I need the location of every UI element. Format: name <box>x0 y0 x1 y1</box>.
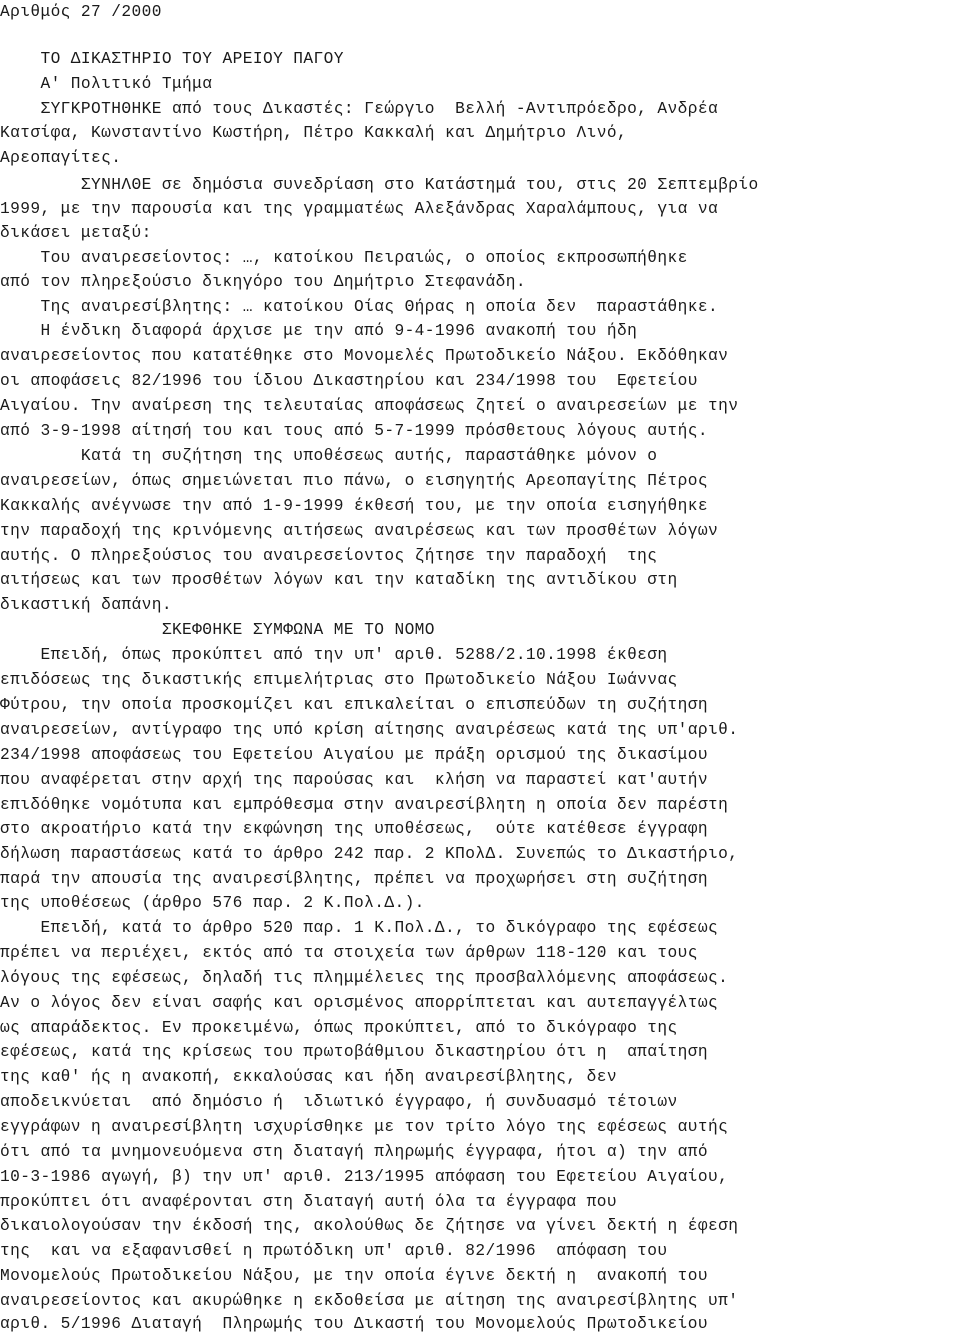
document-line: επιδόθηκε νομότυπα και εμπρόθεσμα στην αναιρεσίβλητη η οποία δεν παρέστη <box>0 796 729 814</box>
document-line: της υποθέσεως (άρθρο 576 παρ. 2 Κ.Πολ.Δ.). <box>0 894 425 912</box>
document-line: εγγράφων η αναιρεσίβλητη ισχυρίσθηκε με τον τρίτο λόγο της εφέσεως αυτής <box>0 1118 729 1136</box>
document-line: παρά την απουσία της αναιρεσίβλητης, πρέπει να προχωρήσει στη συζήτηση <box>0 870 708 888</box>
document-line: Κακκαλής ανέγνωσε την από 1-9-1999 έκθεσή του, με την οποία εισηγήθηκε <box>0 497 708 515</box>
document-line: Η ένδικη διαφορά άρχισε με την από 9-4-1996 ανακοπή του ήδη <box>0 322 638 340</box>
document-line: δήλωση παραστάσεως κατά το άρθρο 242 παρ. 2 ΚΠολΔ. Συνεπώς το Δικαστήριο, <box>0 845 739 863</box>
document-line: Αιγαίου. Την αναίρεση της τελευταίας αποφάσεως ζητεί ο αναιρεσείων με την <box>0 397 739 415</box>
document-line: Κατά τη συζήτηση της υποθέσεως αυτής, παραστάθηκε μόνον ο <box>0 447 658 465</box>
document-line: 10-3-1986 αγωγή, β) την υπ' αριθ. 213/1995 απόφαση του Εφετείου Αιγαίου, <box>0 1168 729 1186</box>
document-line: αναιρεσείοντος που κατατέθηκε στο Μονομελές Πρωτοδικείο Νάξου. Εκδόθηκαν <box>0 347 729 365</box>
document-line: δικάσει μεταξύ: <box>0 224 152 242</box>
document-line: δικαιολογούσαν την έκδοσή της, ακολούθως δε ζήτησε να γίνει δεκτή η έφεση <box>0 1217 739 1235</box>
document-line: ως απαράδεκτος. Εν προκειμένω, όπως προκύπτει, από το δικόγραφο της <box>0 1019 678 1037</box>
document-line: που αναφέρεται στην αρχή της παρούσας και κλήση να παραστεί κατ'αυτήν <box>0 771 708 789</box>
document-line: επιδόσεως της δικαστικής επιμελήτριας στο Πρωτοδικείο Νάξου Ιωάννας <box>0 671 678 689</box>
section-heading: ΣΚΕΦΘΗΚΕ ΣΥΜΦΩΝΑ ΜΕ ΤΟ ΝΟΜΟ <box>0 621 435 639</box>
document-line: Κατσίφα, Κωνσταντίνο Κωστήρη, Πέτρο Κακκαλή και Δημήτριο Λινό, <box>0 124 628 142</box>
document-line: Επειδή, όπως προκύπτει από την υπ' αριθ. 5288/2.10.1998 έκθεση <box>0 646 668 664</box>
document-line: αιτήσεως και των προσθέτων λόγων και την καταδίκη της αντιδίκου στη <box>0 571 678 589</box>
document-line: ΤΟ ΔΙΚΑΣΤΗΡΙΟ ΤΟΥ ΑΡΕΙΟΥ ΠΑΓΟΥ <box>0 50 344 68</box>
document-line: Α' Πολιτικό Τμήμα <box>0 75 213 93</box>
document-line: αναιρεσείων, όπως σημειώνεται πιο πάνω, ο εισηγητής Αρεοπαγίτης Πέτρος <box>0 472 708 490</box>
document-line: αναιρεσείων, αντίγραφο της υπό κρίση αίτησης αναιρέσεως κατά της υπ'αριθ. <box>0 721 739 739</box>
document-line: ΣΥΝΗΛΘΕ σε δημόσια συνεδρίαση στο Κατάστημά του, στις 20 Σεπτεμβρίο <box>0 176 759 194</box>
document-line: αριθ. 5/1996 Διαταγή Πληρωμής του Δικαστή του Μονομελούς Πρωτοδικείου <box>0 1315 708 1333</box>
document-line: Μονομελούς Πρωτοδικείου Νάξου, με την οποία έγινε δεκτή η ανακοπή του <box>0 1267 708 1285</box>
document-line: Αριθμός 27 /2000 <box>0 3 162 21</box>
document-line: 234/1998 αποφάσεως του Εφετείου Αιγαίου με πράξη ορισμού της δικασίμου <box>0 746 708 764</box>
document-line: αυτής. Ο πληρεξούσιος του αναιρεσείοντος ζήτησε την παραδοχή της <box>0 547 658 565</box>
document-line: οι αποφάσεις 82/1996 του ίδιου Δικαστηρίου και 234/1998 του Εφετείου <box>0 372 698 390</box>
document-line: Φύτρου, την οποία προσκομίζει και επικαλείται ο επισπεύδων τη συζήτηση <box>0 696 708 714</box>
document-line: Της αναιρεσίβλητης: … κατοίκου Οίας Θήρας η οποία δεν παραστάθηκε. <box>0 298 719 316</box>
document-line: της και να εξαφανισθεί η πρωτόδικη υπ' αριθ. 82/1996 απόφαση του <box>0 1242 668 1260</box>
document-line: 1999, με την παρουσία και της γραμματέως Αλεξάνδρας Χαραλάμπους, για να <box>0 200 719 218</box>
document-line: λόγους της εφέσεως, δηλαδή τις πλημμέλειες της προσβαλλόμενης αποφάσεως. <box>0 969 729 987</box>
document-line: από τον πληρεξούσιο δικηγόρο του Δημήτριο Στεφανάδη. <box>0 273 526 291</box>
document-line: δικαστική δαπάνη. <box>0 596 172 614</box>
document-line: Επειδή, κατά το άρθρο 520 παρ. 1 Κ.Πολ.Δ., το δικόγραφο της εφέσεως <box>0 919 719 937</box>
document-line: την παραδοχή της κρινόμενης αιτήσεως αναιρέσεως και των προσθέτων λόγων <box>0 522 719 540</box>
document-line: αναιρεσείοντος και ακυρώθηκε η εκδοθείσα με αίτηση της αναιρεσίβλητης υπ' <box>0 1292 739 1310</box>
document-line: στο ακροατήριο κατά την εκφώνηση της υποθέσεως, ούτε κατέθεσε έγγραφη <box>0 820 708 838</box>
document-line: αποδεικνύεται από δημόσιο ή ιδιωτικό έγγραφο, ή συνδυασμό τέτοιων <box>0 1093 678 1111</box>
document-line: από 3-9-1998 αίτησή του και τους από 5-7-1999 πρόσθετους λόγους αυτής. <box>0 422 708 440</box>
document-line: Αρεοπαγίτες. <box>0 149 122 167</box>
document-line: προκύπτει ότι αναφέρονται στη διαταγή αυτή όλα τα έγγραφα που <box>0 1193 617 1211</box>
document-line: ότι από τα μνημονευόμενα στη διαταγή πληρωμής έγγραφα, ήτοι α) την από <box>0 1143 708 1161</box>
document-line: Αν ο λόγος δεν είναι σαφής και ορισμένος απορρίπτεται και αυτεπαγγέλτως <box>0 994 719 1012</box>
document-line: της καθ' ής η ανακοπή, εκκαλούσας και ήδη αναιρεσίβλητης, δεν <box>0 1068 617 1086</box>
document-line: Του αναιρεσείοντος: …, κατοίκου Πειραιώς, ο οποίος εκπροσωπήθηκε <box>0 249 688 267</box>
document-line: εφέσεως, κατά της κρίσεως του πρωτοβάθμιου δικαστηρίου ότι η απαίτηση <box>0 1043 708 1061</box>
document-line: ΣΥΓΚΡΟΤΗΘΗΚΕ από τους Δικαστές: Γεώργιο Βελλή -Αντιπρόεδρο, Ανδρέα <box>0 100 719 118</box>
document-line: πρέπει να περιέχει, εκτός από τα στοιχεία των άρθρων 118-120 και τους <box>0 944 698 962</box>
